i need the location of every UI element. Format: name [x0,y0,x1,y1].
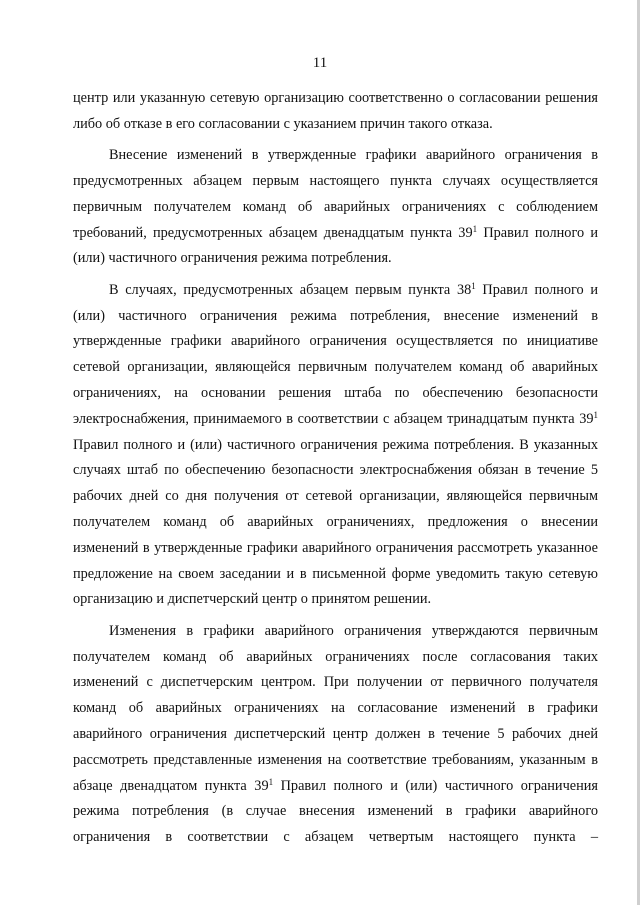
paragraph-text: В случаях, предусмотренных абзацем первым пункта 38 [109,281,472,298]
paragraph-text: Правил полного и (или) частичного ограничения режима потребления. [73,224,598,267]
paragraph-text: Правил полного и (или) частичного ограничения режима потребления (в случае внесения изменений в графики аварийного ограничения в соответствии с абзацем четвертым настоящего пункта – [73,777,598,846]
paragraph-text: центр или указанную сетевую организацию соответственно о согласовании решения либо об отказе в его согласовании с указанием причин такого отказа. [73,90,598,132]
paragraph-text: Внесение изменений в утвержденные графики аварийного ограничения в предусмотренных абзацем первым настоящего пункта случаях осуществляется первичным получателем команд об аварийных ограничениях с соблюдением требований, предусмотренных абзацем двенадцатым пункта 39 [73,147,598,241]
superscript-index: 1 [472,223,478,234]
superscript-index: 1 [471,280,476,291]
paragraph-text: Правил полного и (или) частичного ограничения режима потребления, внесение изменений в утвержденные графики аварийного ограничения осуществляется по инициативе сетевой организации, являющейся первичным получателем команд об аварийных ограничениях, на основании решения штаба по обеспечению безопасности электроснабжения, принимаемого в соответствии с абзацем тринадцатым пункта 39 [73,281,598,427]
paragraph [73,143,598,272]
document-body [73,86,598,856]
paragraph [73,278,598,613]
superscript-index: 1 [593,409,598,420]
paragraph [73,86,598,138]
paragraph [73,619,598,851]
paragraph-text: Правил полного и (или) частичного ограничения режима потребления. В указанных случаях штаб по обеспечению безопасности электроснабжения обязан в течение 5 рабочих дней со дня получения от сетевой организации, являющейся первичным получателем команд об аварийных ограничениях, предложения о внесении изменений в утвержденные графики аварийного ограничения рассмотреть указанное предложение на своем заседании и в письменной форме уведомить такую сетевую организацию и диспетчерский центр о принятом решении. [73,436,598,608]
paragraph-text: Изменения в графики аварийного ограничения утверждаются первичным получателем команд об аварийных ограничениях после согласования таких изменений с диспетчерским центром. При получении от первичного получателя команд об аварийных ограничениях на согласование изменений в графики аварийного ограничения диспетчерский центр должен в течение 5 рабочих дней рассмотреть представленные изменения на соответствие требованиям, указанным в абзаце двенадцатом пункта 39 [73,622,598,794]
superscript-index: 1 [268,776,274,787]
page-number: 11 [312,55,328,71]
